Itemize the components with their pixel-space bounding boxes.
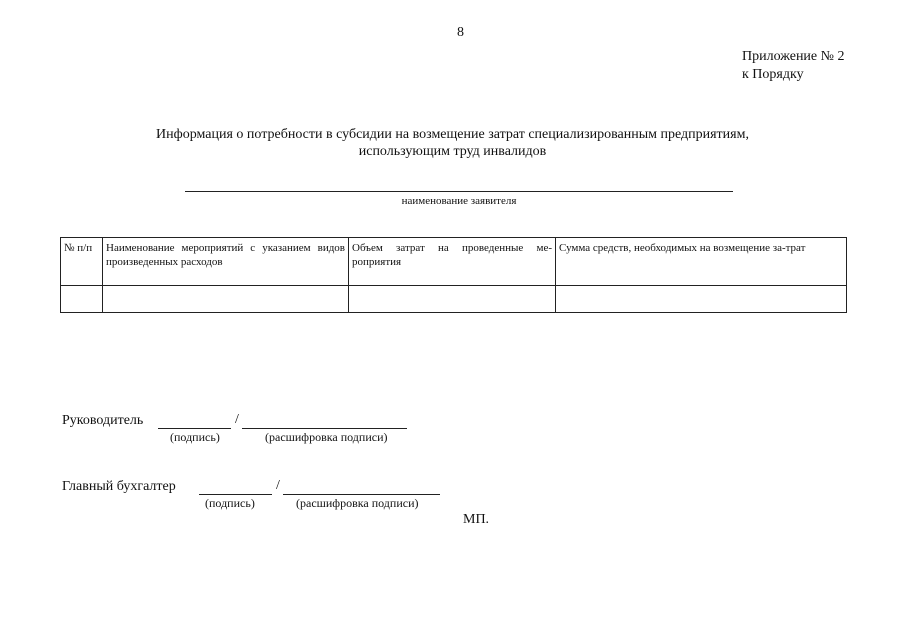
subsidy-table bbox=[60, 237, 847, 313]
accountant-decoding-caption: (расшифровка подписи) bbox=[296, 496, 419, 510]
appendix-reference bbox=[742, 48, 845, 84]
head-slash: / bbox=[235, 412, 239, 427]
applicant-name-line[interactable] bbox=[185, 191, 733, 192]
accountant-label: Главный бухгалтер bbox=[62, 479, 176, 494]
accountant-slash: / bbox=[276, 478, 280, 493]
stamp-place: МП. bbox=[463, 512, 490, 527]
document-title bbox=[120, 126, 785, 160]
page-number: 8 bbox=[457, 25, 464, 40]
title-line-1: Информация о потребности в субсидии на возмещение затрат специализированным предприятиям, bbox=[156, 127, 749, 142]
table-header-row bbox=[61, 238, 847, 286]
title-line-2: использующим труд инвалидов bbox=[358, 144, 547, 159]
accountant-signature-caption: (подпись) bbox=[205, 496, 255, 510]
header-activities: Наименование мероприятий с указанием видов произведенных расходов bbox=[103, 238, 349, 286]
head-signature-caption: (подпись) bbox=[170, 430, 220, 444]
applicant-caption: наименование заявителя bbox=[401, 195, 517, 207]
table-row bbox=[61, 286, 847, 313]
header-required-sum: Сумма средств, необходимых на возмещение за-трат bbox=[556, 238, 847, 286]
appendix-line-2: к Порядку bbox=[742, 67, 804, 82]
header-number: № п/п bbox=[61, 238, 103, 286]
accountant-decoding-line[interactable] bbox=[283, 479, 440, 495]
head-decoding-caption: (расшифровка подписи) bbox=[265, 430, 388, 444]
accountant-signature-line[interactable] bbox=[199, 479, 272, 495]
head-signature-line[interactable] bbox=[158, 413, 231, 429]
table-cell[interactable] bbox=[61, 286, 103, 313]
head-decoding-line[interactable] bbox=[242, 413, 407, 429]
header-costs: Объем затрат на проведенные ме-роприятия bbox=[349, 238, 556, 286]
appendix-line-1: Приложение № 2 bbox=[742, 49, 845, 64]
head-label: Руководитель bbox=[62, 413, 144, 428]
table-cell[interactable] bbox=[349, 286, 556, 313]
table-cell[interactable] bbox=[103, 286, 349, 313]
table-cell[interactable] bbox=[556, 286, 847, 313]
